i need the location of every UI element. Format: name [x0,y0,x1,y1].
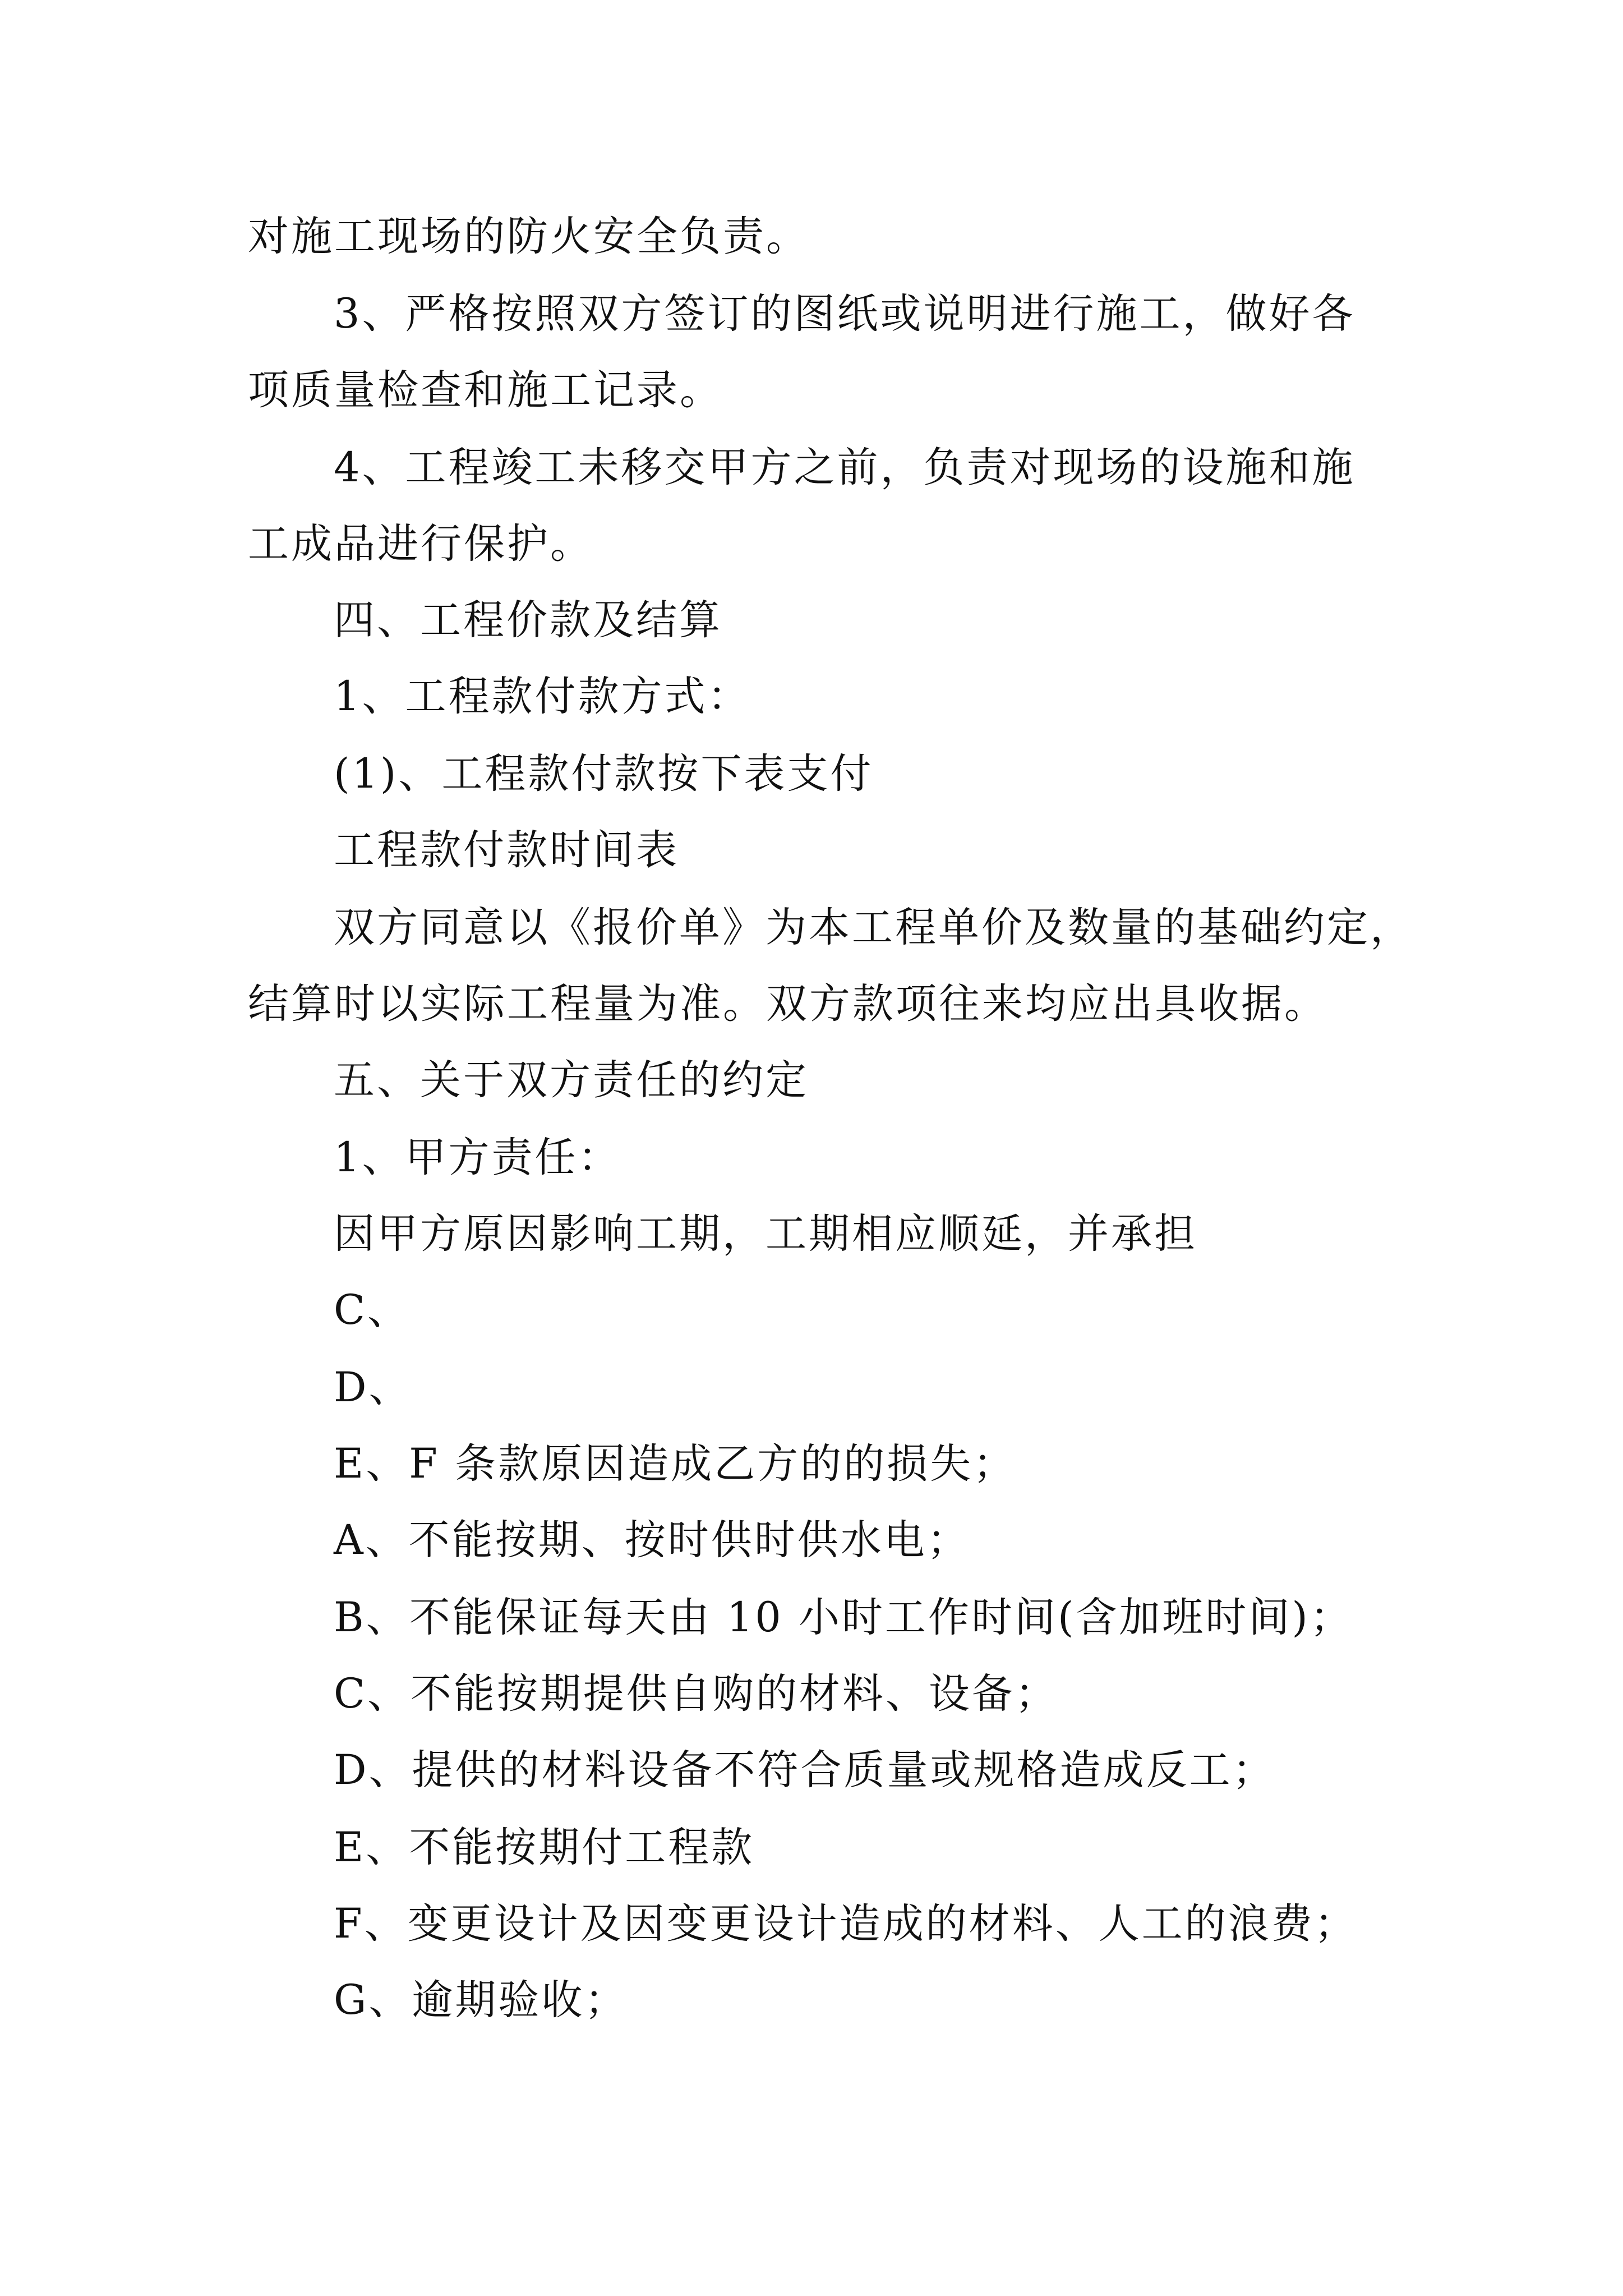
text-line: 因甲方原因影响工期，工期相应顺延，并承担 [334,1210,1197,1258]
text-line: D、 [334,1364,412,1411]
text-line: (1)、工程款付款按下表支付 [334,750,874,798]
list-item: B、不能保证每天由 10 小时工作时间(含加班时间)； [334,1594,1353,1641]
text-line: 双方同意以《报价单》为本工程单价及数量的基础约定， [334,904,1413,951]
list-item: E、不能按期付工程款 [334,1824,755,1871]
list-item: A、不能按期、按时供时供水电； [334,1516,970,1564]
section-heading: 四、工程价款及结算 [334,596,722,644]
text-line: 3、严格按照双方签订的图纸或说明进行施工，做好各 [334,290,1355,338]
text-line: 1、工程款付款方式： [334,673,751,720]
list-item: C、不能按期提供自购的材料、设备； [334,1670,1058,1718]
text-line: 工成品进行保护。 [248,520,593,568]
section-heading: 五、关于双方责任的约定 [334,1056,809,1104]
list-item: F、变更设计及因变更设计造成的材料、人工的浪费； [334,1900,1358,1948]
list-item: D、提供的材料设备不符合质量或规格造成反工； [334,1746,1276,1794]
text-line: 工程款付款时间表 [334,826,679,874]
text-line: 项质量检查和施工记录。 [248,366,723,414]
text-line: 对施工现场的防火安全负责。 [248,213,809,260]
text-line: 1、甲方责任： [334,1134,621,1181]
text-line: C、 [334,1286,411,1334]
text-line: E、F 条款原因造成乙方的的损失； [334,1440,1017,1488]
list-item: G、逾期验收； [334,1976,628,2024]
text-line: 4、工程竣工未移交甲方之前，负责对现场的设施和施 [334,444,1355,491]
text-line: 结算时以实际工程量为准。双方款项往来均应出具收据。 [248,980,1327,1028]
